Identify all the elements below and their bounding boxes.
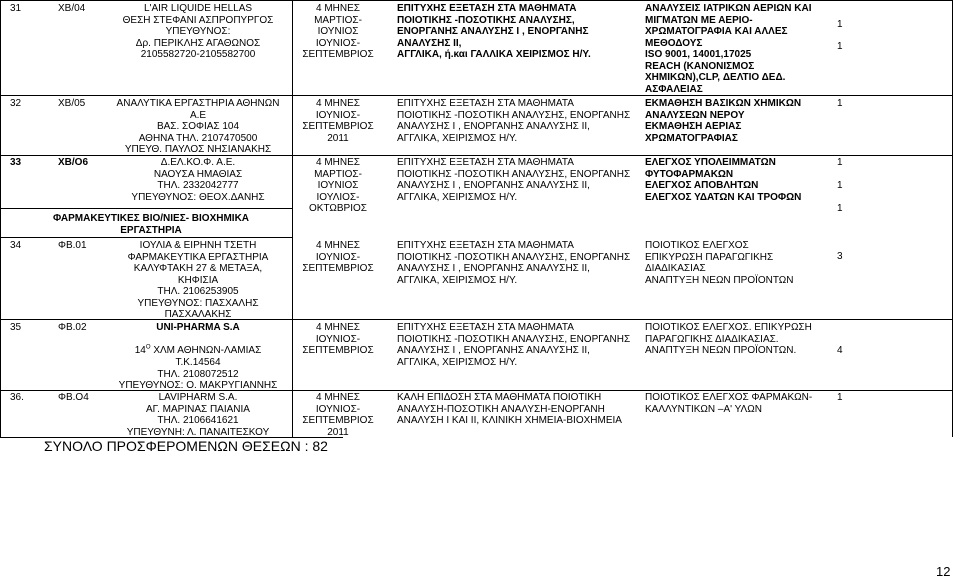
- row-code: ΦΒ.01: [58, 240, 87, 251]
- requirements: ΚΑΛΗ ΕΠΙΔΟΣΗ ΣΤΑ ΜΑΘΗΜΑΤΑ ΠΟΙΟΤΙΚΗ ΑΝΑΛΥΣΗ-ΠΟΣΟΤΙΚΗ ΑΝΑΛΥΣΗ-ΕΝΟΡΓΑΝΗ ΑΝΑΛΥΣΗ Ι ΚΑΙ ΙΙ, ΚΛΙΝΙΚΗ ΧΗΜΕΙΑ-ΒΙΟΧΗΜΕΙΑ: [397, 392, 622, 426]
- row-code: ΧΒ/05: [58, 98, 86, 109]
- subject: ΑΝΑΛΥΣΕΙΣ ΙΑΤΡΙΚΩΝ ΑΕΡΙΩΝ ΚΑΙ ΜΙΓΜΑΤΩΝ ΜΕ ΑΕΡΙΟ- ΧΡΩΜΑΤΟΓΡΑΦΙΑ ΚΑΙ ΑΛΛΕΣ ΜΕΘΟΔΟΥΣ ISO 9001, 14001,17025 REACH (ΚΑΝΟΝΙΣΜΟΣ ΧΗΜΙΚΩΝ),CLP, ΔΕΛΤΙΟ ΔΕΔ. ΑΣΦΑΛΕΙΑΣ: [645, 3, 812, 95]
- row-number: 31: [10, 3, 22, 14]
- row-code: ΧΒ/Ο6: [58, 157, 89, 168]
- row-number: 35: [10, 322, 22, 333]
- row-number: 32: [10, 98, 22, 109]
- organization: ΑΝΑΛΥΤΙΚΑ ΕΡΓΑΣΤΗΡΙΑ ΑΘΗΝΩΝ Α.Ε ΒΑΣ. ΣΟΦΙΑΣ 104 ΑΘΗΝΑ ΤΗΛ. 2107470500 ΥΠΕΥΘ. ΠΑΥΛΟΣ ΝΗΣΙΑΝΑΚΗΣ: [116, 98, 280, 155]
- requirements: ΕΠΙΤΥΧΗΣ ΕΞΕΤΑΣΗ ΣΤΑ ΜΑΘΗΜΑΤΑ ΠΟΙΟΤΙΚΗΣ -ΠΟΣΟΤΙΚΗ ΑΝΑΛΥΣΗΣ, ΕΝΟΡΓΑΝΗΣ ΑΝΑΛΥΣΗΣ Ι , ΕΝΟΡΓΑΝΗΣ ΑΝΑΛΥΣΗΣ ΙΙ, ΑΓΓΛΙΚΑ, ΧΕΙΡΙΣΜΟΣ Η/Υ.: [397, 157, 631, 203]
- requirements: ΕΠΙΤΥΧΗΣ ΕΞΕΤΑΣΗ ΣΤΑ ΜΑΘΗΜΑΤΑ ΠΟΙΟΤΙΚΗΣ -ΠΟΣΟΤΙΚΗΣ ΑΝΑΛΥΣΗΣ, ΕΝΟΡΓΑΝΗΣ ΑΝΑΛΥΣΗΣ Ι , ΕΝΟΡΓΑΝΗΣ ΑΝΑΛΥΣΗΣ ΙΙ, ΑΓΓΛΙΚΑ, ή.και ΓΑΛΛΙΚΑ ΧΕΙΡΙΣΜΟΣ Η/Υ.: [397, 3, 591, 60]
- requirements: ΕΠΙΤΥΧΗΣ ΕΞΕΤΑΣΗ ΣΤΑ ΜΑΘΗΜΑΤΑ ΠΟΙΟΤΙΚΗΣ -ΠΟΣΟΤΙΚΗ ΑΝΑΛΥΣΗΣ, ΕΝΟΡΓΑΝΗΣ ΑΝΑΛΥΣΗΣ Ι , ΕΝΟΡΓΑΝΗΣ ΑΝΑΛΥΣΗΣ ΙΙ, ΑΓΓΛΙΚΑ, ΧΕΙΡΙΣΜΟΣ Η/Υ.: [397, 322, 631, 368]
- positions: 1: [837, 392, 843, 403]
- organization: LAVIPHARM S.A. ΑΓ. ΜΑΡΙΝΑΣ ΠΑΙΑΝΙΑ ΤΗΛ. 2106641621 ΥΠΕΥΘΥΝΗ: Λ. ΠΑΝΑΙΤΕΣΚΟΥ: [126, 392, 270, 438]
- duration: 4 ΜΗΝΕΣ ΜΑΡΤΙΟΣ- ΙΟΥΝΙΟΣ ΙΟΥΛΙΟΣ- ΟΚΤΩΒΡΙΟΣ: [309, 157, 367, 214]
- row-number: 36.: [10, 392, 24, 403]
- row-code: ΦΒ.Ο4: [58, 392, 89, 403]
- requirements: ΕΠΙΤΥΧΗΣ ΕΞΕΤΑΣΗ ΣΤΑ ΜΑΘΗΜΑΤΑ ΠΟΙΟΤΙΚΗΣ -ΠΟΣΟΤΙΚΗ ΑΝΑΛΥΣΗΣ, ΕΝΟΡΓΑΝΗΣ ΑΝΑΛΥΣΗΣ Ι , ΕΝΟΡΓΑΝΗΣ ΑΝΑΛΥΣΗΣ ΙΙ, ΑΓΓΛΙΚΑ, ΧΕΙΡΙΣΜΟΣ Η/Υ.: [397, 98, 631, 144]
- km-degree: Ο: [145, 344, 151, 351]
- subject: ΠΟΙΟΤΙΚΟΣ ΕΛΕΓΧΟΣ ΕΠΙΚΥΡΩΣΗ ΠΑΡΑΓΩΓΙΚΗΣ ΔΙΑΔΙΚΑΣΙΑΣ ΑΝΑΠΤΥΞΗ ΝΕΩΝ ΠΡΟΪΟΝΤΩΝ: [645, 240, 794, 286]
- requirements: ΕΠΙΤΥΧΗΣ ΕΞΕΤΑΣΗ ΣΤΑ ΜΑΘΗΜΑΤΑ ΠΟΙΟΤΙΚΗΣ -ΠΟΣΟΤΙΚΗ ΑΝΑΛΥΣΗΣ, ΕΝΟΡΓΑΝΗΣ ΑΝΑΛΥΣΗΣ Ι , ΕΝΟΡΓΑΝΗΣ ΑΝΑΛΥΣΗΣ ΙΙ, ΑΓΓΛΙΚΑ, ΧΕΙΡΙΣΜΟΣ Η/Υ.: [397, 240, 631, 286]
- subject: ΕΚΜΑΘΗΣΗ ΒΑΣΙΚΩΝ ΧΗΜΙΚΩΝ ΑΝΑΛΥΣΕΩΝ ΝΕΡΟΥ ΕΚΜΑΘΗΣΗ ΑΕΡΙΑΣ ΧΡΩΜΑΤΟΓΡΑΦΙΑΣ: [645, 98, 802, 144]
- row-code: ΦΒ.02: [58, 322, 87, 333]
- page-number: 12: [936, 564, 951, 579]
- km-number: 14: [134, 345, 146, 356]
- row-number: 33: [10, 157, 22, 168]
- section-header: ΦΑΡΜΑΚΕΥΤΙΚΕΣ ΒΙΟ/ΝΙΕΣ- ΒΙΟΧΗΜΙΚΑ ΕΡΓΑΣΤΗΡΙΑ: [52, 213, 250, 236]
- km-road: ΧΛΜ ΑΘΗΝΩΝ-ΛΑΜΙΑΣ: [150, 345, 262, 356]
- duration: 4 ΜΗΝΕΣ ΙΟΥΝΙΟΣ- ΣΕΠΤΕΜΒΡΙΟΣ: [302, 322, 374, 356]
- organization-address: [108, 345, 288, 357]
- duration: 4 ΜΗΝΕΣ ΜΑΡΤΙΟΣ- ΙΟΥΝΙΟΣ ΙΟΥΝΙΟΣ- ΣΕΠΤΕΜΒΡΙΟΣ: [302, 3, 374, 60]
- organization-name: UNI-PHARMA S.A: [156, 322, 240, 333]
- organization: ΙΟΥΛΙΑ & ΕΙΡΗΝΗ ΤΣΕΤΗ ΦΑΡΜΑΚΕΥΤΙΚΑ ΕΡΓΑΣΤΗΡΙΑ ΚΑΛΥΦΤΑΚΗ 27 & ΜΕΤΑΞΑ, ΚΗΦΙΣΙΑ ΤΗΛ. 2106253905 ΥΠΕΥΘΥΝΟΣ: ΠΑΣΧΑΛΗΣ ΠΑΣΧΑΛΑΚΗΣ: [127, 240, 269, 320]
- row-code: ΧΒ/04: [58, 3, 86, 14]
- subject: ΠΟΙΟΤΙΚΟΣ ΕΛΕΓΧΟΣ. ΕΠΙΚΥΡΩΣΗ ΠΑΡΑΓΩΓΙΚΗΣ ΔΙΑΔΙΚΑΣΙΑΣ. ΑΝΑΠΤΥΞΗ ΝΕΩΝ ΠΡΟΪΟΝΤΩΝ.: [645, 322, 812, 356]
- duration: 4 ΜΗΝΕΣ ΙΟΥΝΙΟΣ- ΣΕΠΤΕΜΒΡΙΟΣ 2011: [302, 98, 374, 144]
- organization: L'AIR LIQUIDE HELLAS ΘΕΣΗ ΣΤΕΦΑΝΙ ΑΣΠΡΟΠΥΡΓΟΣ ΥΠΕΥΘΥΝΟΣ: Δρ. ΠΕΡΙΚΛΗΣ ΑΓΑΘΩΝΟΣ 2105582720-2105582700: [122, 3, 274, 60]
- total-positions: ΣΥΝΟΛΟ ΠΡΟΣΦΕΡΟΜΕΝΩΝ ΘΕΣΕΩΝ : 82: [44, 438, 328, 454]
- duration: 4 ΜΗΝΕΣ ΙΟΥΝΙΟΣ- ΣΕΠΤΕΜΒΡΙΟΣ 2011: [302, 392, 374, 438]
- positions: 1 1: [837, 19, 843, 52]
- subject: ΠΟΙΟΤΙΚΟΣ ΕΛΕΓΧΟΣ ΦΑΡΜΑΚΩΝ- ΚΑΛΛΥΝΤΙΚΩΝ –Α' ΥΛΩΝ: [645, 392, 813, 415]
- row-number: 34: [10, 240, 22, 251]
- organization: Δ.ΕΛ.ΚΟ.Φ. Α.Ε. ΝΑΟΥΣΑ ΗΜΑΘΙΑΣ ΤΗΛ. 2332042777 ΥΠΕΥΘΥΝΟΣ: ΘΕΟΧ.ΔΑΝΗΣ: [131, 157, 265, 203]
- positions: 4: [837, 345, 843, 356]
- subject: ΕΛΕΓΧΟΣ ΥΠΟΛΕΙΜΜΑΤΩΝ ΦΥΤΟΦΑΡΜΑΚΩΝ ΕΛΕΓΧΟΣ ΑΠΟΒΛΗΤΩΝ ΕΛΕΓΧΟΣ ΥΔΑΤΩΝ ΚΑΙ ΤΡΟΦΩΝ: [645, 157, 802, 203]
- positions: 3: [837, 251, 843, 262]
- duration: 4 ΜΗΝΕΣ ΙΟΥΝΙΟΣ- ΣΕΠΤΕΜΒΡΙΟΣ: [302, 240, 374, 274]
- positions: 1: [837, 98, 843, 109]
- organization-details: Τ.Κ.14564 ΤΗΛ. 2108072512 ΥΠΕΥΘΥΝΟΣ: Ο. ΜΑΚΡΥΓΙΑΝΝΗΣ: [118, 357, 278, 391]
- positions: 1 1 1: [837, 157, 843, 214]
